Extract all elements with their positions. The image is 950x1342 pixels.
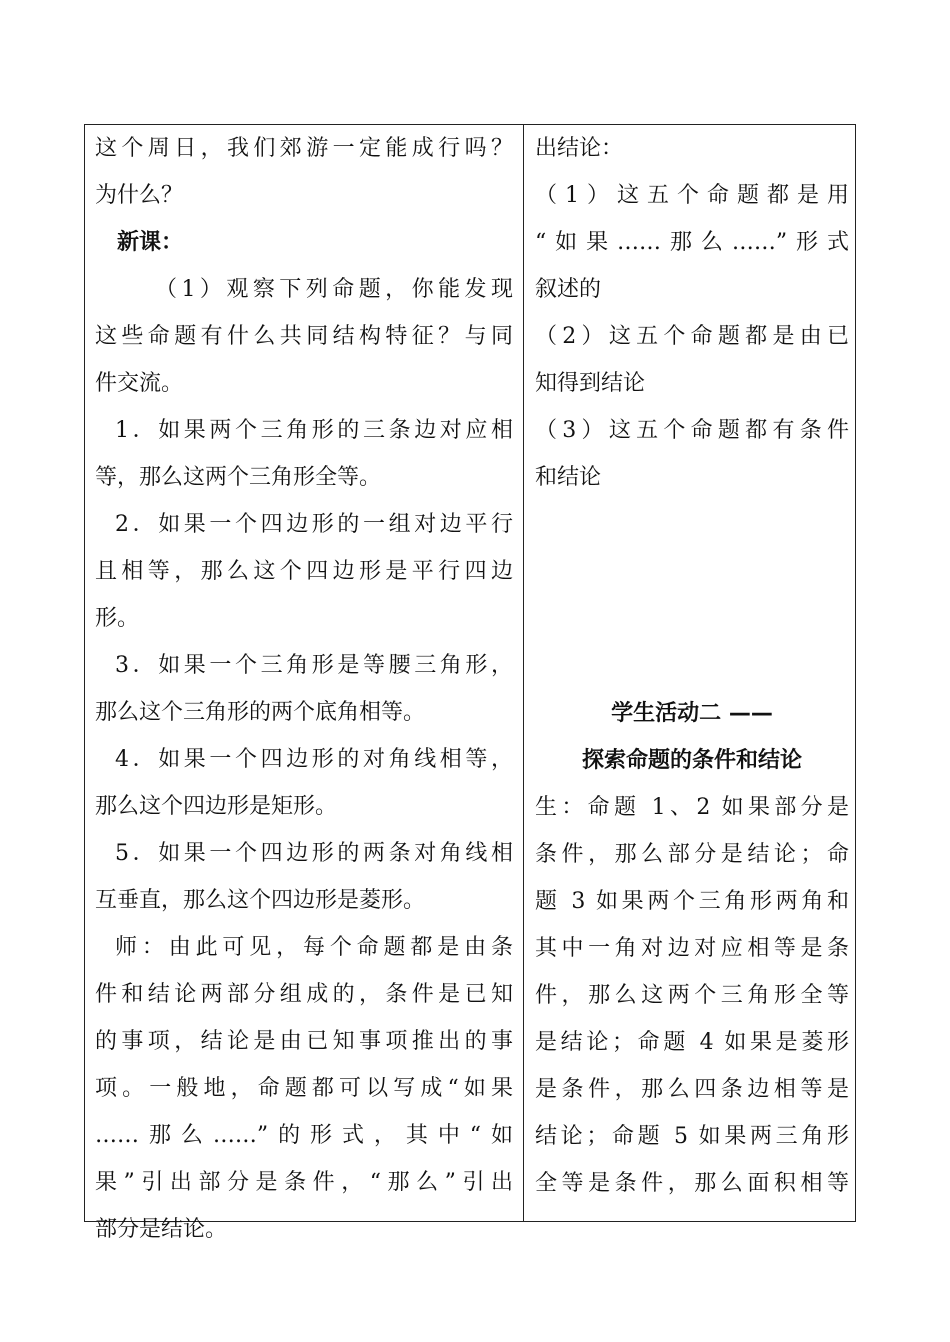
- conclusion-line: （1）这五个命题都是用: [535, 183, 849, 208]
- activity-subtitle: 探索命题的条件和结论: [581, 748, 802, 773]
- conclusion-line: （2）这五个命题都是由已: [535, 324, 849, 349]
- teacher-line: 师：由此可见，每个命题都是由条: [115, 935, 513, 960]
- teacher-line: ……那么……”的形式，其中“如: [95, 1123, 513, 1148]
- proposition-2-line: 2．如果一个四边形的一组对边平行: [115, 512, 513, 537]
- lesson-table: [84, 124, 856, 1242]
- proposition-4-line: 那么这个四边形是矩形。: [95, 794, 338, 819]
- question-line: （1）观察下列命题，你能发现: [155, 277, 513, 302]
- proposition-4-line: 4．如果一个四边形的对角线相等，: [115, 747, 513, 772]
- student-line: 结论；命题 5 如果两三角形: [535, 1124, 849, 1149]
- conclusion-line: （3）这五个命题都有条件: [535, 418, 849, 443]
- student-line: 其中一角对边对应相等是条: [535, 936, 849, 961]
- teacher-line: 项。一般地，命题都可以写成“如果: [95, 1076, 513, 1101]
- proposition-3-line: 那么这个三角形的两个底角相等。: [95, 700, 426, 725]
- student-line: 生：命题 1、2 如果部分是: [535, 795, 849, 820]
- section-title: 新课：: [117, 230, 184, 255]
- intro-line: 这个周日，我们郊游一定能成行吗？: [95, 136, 513, 161]
- proposition-2-line: 形。: [95, 606, 140, 631]
- conclusion-line: 出结论：: [535, 136, 624, 161]
- student-line: 是条件，那么四条边相等是: [535, 1077, 849, 1102]
- proposition-2-line: 且相等，那么这个四边形是平行四边: [95, 559, 513, 584]
- teacher-line: 件和结论两部分组成的，条件是已知: [95, 982, 513, 1007]
- conclusion-line: 知得到结论: [535, 371, 646, 396]
- activity-title: 学生活动二 ——: [611, 701, 773, 726]
- blank-space: [535, 501, 849, 690]
- proposition-1-line: 等，那么这两个三角形全等。: [95, 465, 382, 490]
- question-line: 这些命题有什么共同结构特征？与同: [95, 324, 513, 349]
- student-line: 题 3 如果两个三角形两角和: [535, 889, 849, 914]
- teacher-line: 部分是结论。: [95, 1217, 228, 1242]
- left-column: [85, 125, 523, 1242]
- teacher-line: 果”引出部分是条件，“那么”引出: [95, 1170, 513, 1195]
- proposition-3-line: 3．如果一个三角形是等腰三角形，: [115, 653, 513, 678]
- student-line: 条件，那么部分是结论；命: [535, 842, 849, 867]
- column-divider: [523, 125, 524, 1221]
- intro-line: 为什么？: [95, 183, 184, 208]
- student-line: 件，那么这两个三角形全等: [535, 983, 849, 1008]
- conclusion-line: 和结论: [535, 465, 602, 490]
- teacher-line: 的事项，结论是由已知事项推出的事: [95, 1029, 513, 1054]
- proposition-5-line: 互垂直，那么这个四边形是菱形。: [95, 888, 426, 913]
- student-line: 全等是条件，那么面积相等: [535, 1171, 849, 1196]
- question-line: 件交流。: [95, 371, 184, 396]
- proposition-1-line: 1．如果两个三角形的三条边对应相: [115, 418, 513, 443]
- proposition-5-line: 5．如果一个四边形的两条对角线相: [115, 841, 513, 866]
- conclusion-line: 叙述的: [535, 277, 602, 302]
- student-line: 是结论；命题 4 如果是菱形: [535, 1030, 849, 1055]
- right-column: [525, 125, 855, 1221]
- conclusion-line: “如果……那么……”形式: [535, 230, 849, 255]
